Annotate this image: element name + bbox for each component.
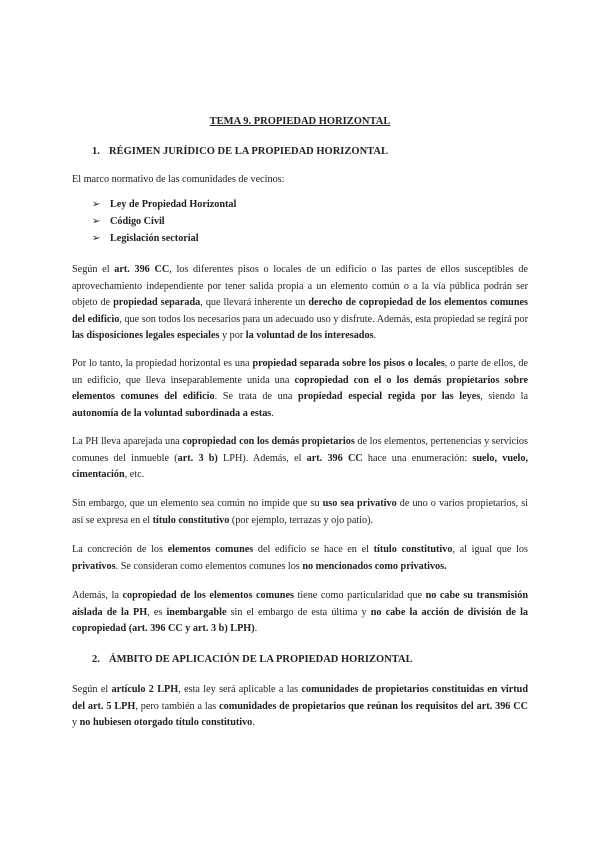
- page-title: TEMA 9. PROPIEDAD HORIZONTAL: [209, 116, 391, 127]
- paragraph-2: Por lo tanto, la propiedad horizontal es una propiedad separada sobre los pisos o locales, o parte de ellos, de un edificio, que lleva inseparablemente unida una copropiedad con el o los demás propietarios sobre elementos comunes del edificio. Se trata de una propiedad especial regida por las leyes, siendo la autonomía de la voluntad subordinada a estas.: [72, 358, 529, 419]
- section-number: 1.: [92, 146, 100, 157]
- section-heading-text: RÉGIMEN JURÍDICO DE LA PROPIEDAD HORIZONTAL: [109, 146, 388, 157]
- source-list: [92, 197, 236, 248]
- list-item: ➢ Legislación sectorial: [92, 231, 236, 248]
- paragraph-4: Sin embargo, que un elemento sea común no impide que su uso sea privativo de uno o varios propietarios, si así se expresa en el título constitutivo (por ejemplo, terrazas y ojo patio).: [72, 498, 529, 526]
- arrow-bullet-icon: ➢: [92, 199, 101, 210]
- intro-paragraph: El marco normativo de las comunidades de vecinos:: [72, 174, 285, 185]
- paragraph-3: La PH lleva aparejada una copropiedad con los demás propietarios de los elementos, pertenencias y servicios comunes del inmueble (art. 3 b) LPH). Además, el art. 396 CC hace una enumeración: suelo, vuelo, cimentación, etc.: [72, 436, 528, 481]
- section-heading-2: [92, 652, 413, 669]
- section-heading-1: [92, 144, 388, 161]
- arrow-bullet-icon: ➢: [92, 216, 101, 227]
- paragraph-7: Según el artículo 2 LPH, esta ley será aplicable a las comunidades de propietarios constituidas en virtud del art. 5 LPH, pero también a las comunidades de propietarios que reúnan los requisitos del art. 396 CC y no hubiesen otorgado título constitutivo.: [72, 684, 528, 729]
- paragraph-5: La concreción de los elementos comunes del edificio se hace en el título constitutivo, al igual que los privativos. Se consideran como elementos comunes los no mencionados como privativos.: [72, 544, 528, 572]
- arrow-bullet-icon: ➢: [92, 233, 101, 244]
- paragraph-6: Además, la copropiedad de los elementos comunes tiene como particularidad que no cabe su transmisión aislada de la PH, es inembargable sin el embargo de esta última y no cabe la acción de división de la copropiedad (art. 396 CC y art. 3 b) LPH).: [72, 590, 529, 635]
- paragraph-1: Según el art. 396 CC, los diferentes pisos o locales de un edificio o las partes de ellos susceptibles de aprovechamiento independiente por tener salida propia a un elemento común o a la vía pública podrán ser objeto de propiedad separada, que llevará inherente un derecho de copropiedad de los elementos comunes del edificio, que son todos los necesarios para un adecuado uso y disfrute. Además, esta propiedad se regirá por las disposiciones legales especiales y por la voluntad de los interesados.: [72, 264, 529, 342]
- list-item: ➢ Ley de Propiedad Horizontal: [92, 197, 236, 214]
- section-heading-text: ÁMBITO DE APLICACIÓN DE LA PROPIEDAD HORIZONTAL: [109, 654, 413, 665]
- section-number: 2.: [92, 654, 100, 665]
- list-item: ➢ Código Civil: [92, 214, 236, 231]
